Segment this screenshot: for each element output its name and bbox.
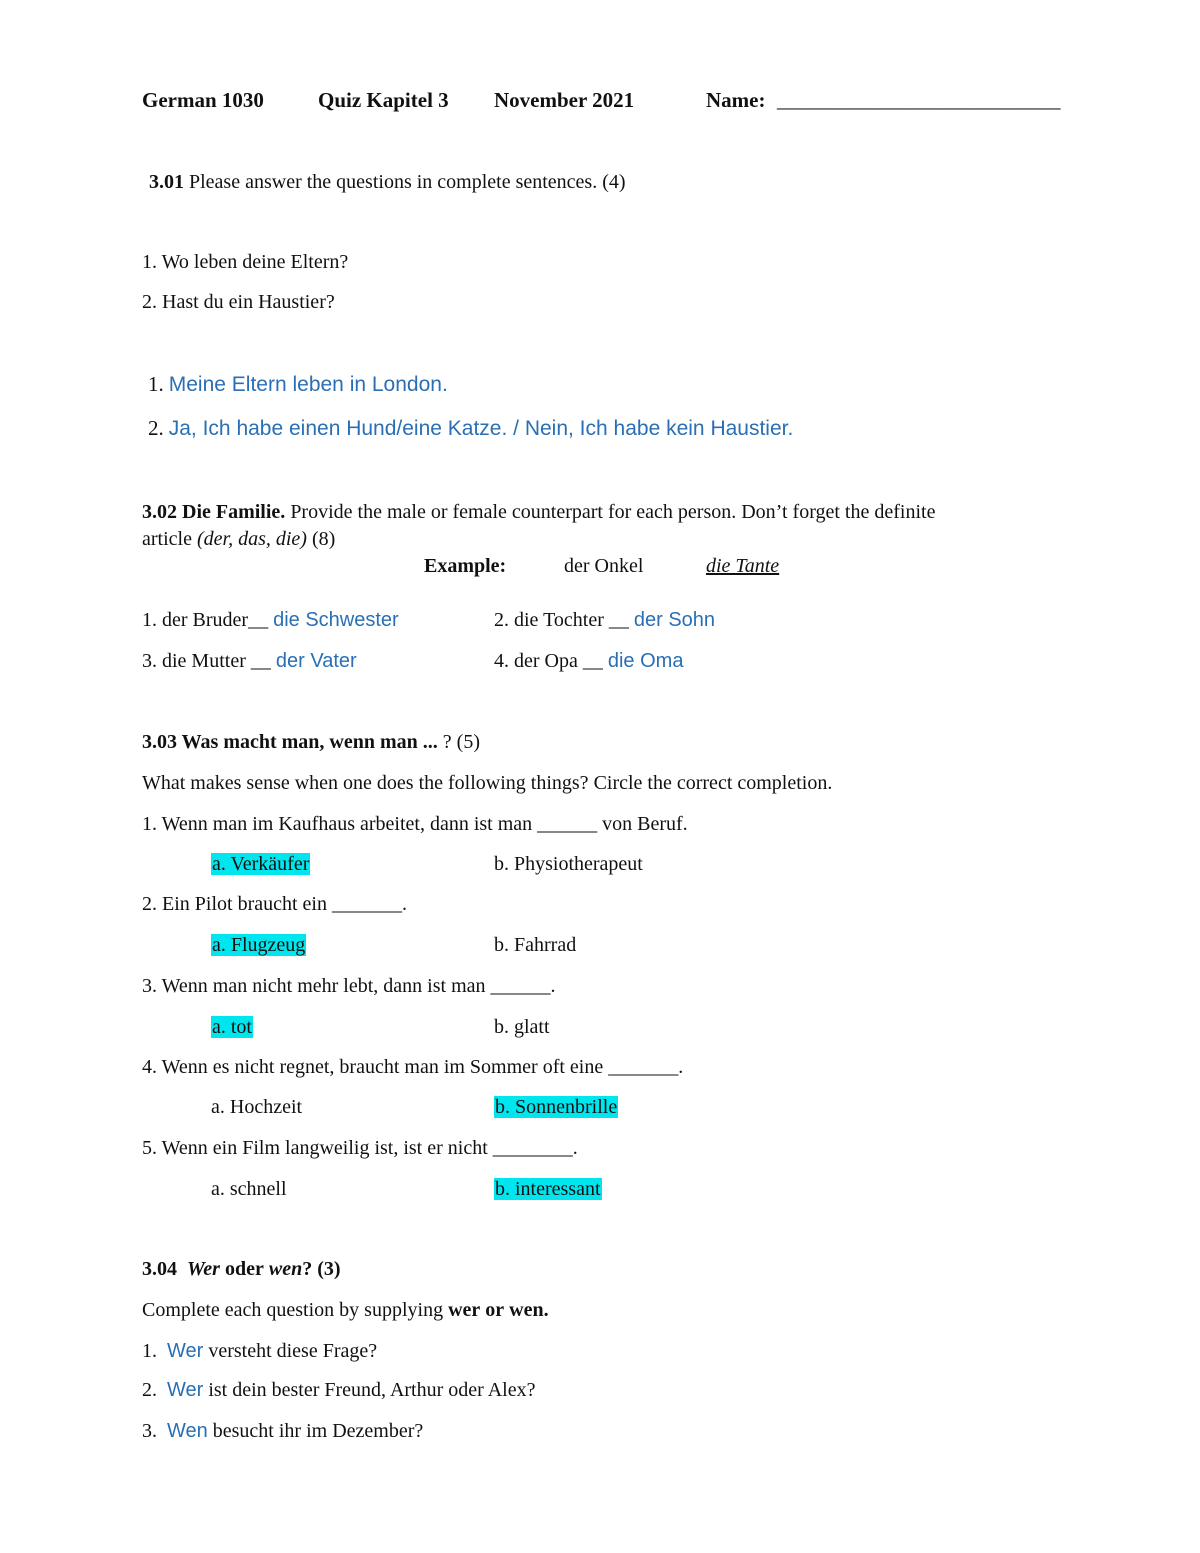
item-text: ist dein bester Freund, Arthur oder Alex? <box>208 1379 536 1401</box>
item-answer: Wen <box>167 1420 208 1442</box>
article-list: (der, das, die) <box>196 528 307 550</box>
mc-question-5: 5. Wenn ein Film langweilig ist, ist er nicht ________. <box>142 1137 578 1159</box>
section-instruction: Provide the male or female counterpart for each person. Don’t forget the definite <box>290 501 936 523</box>
section-3-02-heading-line2 <box>142 527 335 551</box>
example-answer-text: die Tante <box>706 555 780 577</box>
mc-option-a[interactable] <box>211 1015 253 1039</box>
answer-number: 1. <box>148 372 164 396</box>
mc-option-a[interactable]: a. schnell <box>211 1178 287 1200</box>
item-text: versteht diese Frage? <box>208 1340 378 1362</box>
mc-option-text: a. tot <box>212 1016 252 1038</box>
item-text: besucht ihr im Dezember? <box>212 1420 424 1442</box>
course-label: German 1030 <box>142 88 264 112</box>
mc-option-text: b. interessant <box>495 1178 601 1200</box>
mc-question-1: 1. Wenn man im Kaufhaus arbeitet, dann ist man ______ von Beruf. <box>142 813 688 835</box>
mc-option-text: b. Sonnenbrille <box>495 1096 618 1118</box>
family-item-4 <box>494 649 683 673</box>
item-answer: Wer <box>167 1379 204 1401</box>
section-instruction: Please answer the questions in complete sentences. (4) <box>189 171 626 193</box>
example-given: der Onkel <box>564 555 644 577</box>
section-instruction: What makes sense when one does the following things? Circle the correct completion. <box>142 772 833 794</box>
quiz-header <box>0 88 1200 116</box>
quiz-date: November 2021 <box>494 88 635 112</box>
family-item-3 <box>142 649 357 673</box>
section-3-01-heading <box>149 170 626 194</box>
section-instruction <box>142 1298 549 1322</box>
wer-wen-item-3 <box>142 1419 423 1443</box>
family-prompt: 4. der Opa __ <box>494 650 603 672</box>
question-2: 2. Hast du ein Haustier? <box>142 291 335 313</box>
example-label <box>424 554 506 578</box>
mc-question-3: 3. Wenn man nicht mehr lebt, dann ist man ______. <box>142 975 556 997</box>
section-number: 3.04 <box>142 1258 177 1280</box>
example-answer <box>706 554 779 578</box>
family-answer: die Schwester <box>273 609 399 631</box>
family-prompt: 1. der Bruder__ <box>142 609 269 631</box>
wer-word: Wer <box>187 1258 220 1280</box>
mc-option-text: a. Verkäufer <box>212 853 310 875</box>
section-points: ? (5) <box>442 731 480 753</box>
wen-word: wen <box>268 1258 303 1280</box>
oder-word: oder <box>224 1258 264 1280</box>
item-number: 1. <box>142 1340 157 1362</box>
section-3-03-heading <box>142 730 480 754</box>
mc-option-text: a. Flugzeug <box>212 934 306 956</box>
mc-option-b[interactable]: b. glatt <box>494 1016 550 1038</box>
instruction-continued: article <box>142 528 192 550</box>
mc-option-a[interactable]: a. Hochzeit <box>211 1096 303 1118</box>
mc-option-a[interactable] <box>211 852 310 876</box>
instruction-or: or <box>485 1299 505 1321</box>
answer-text: Meine Eltern leben in London. <box>168 373 448 396</box>
section-title: 3.02 Die Familie. <box>142 501 286 523</box>
question-1: 1. Wo leben deine Eltern? <box>142 251 349 273</box>
answer-text: Ja, Ich habe einen Hund/eine Katze. / Nein, Ich habe kein Haustier. <box>168 417 794 440</box>
name-blank: ___________________________ <box>777 88 1061 112</box>
family-prompt: 2. die Tochter __ <box>494 609 629 631</box>
section-3-02-heading <box>142 500 935 524</box>
answer-number: 2. <box>148 416 164 440</box>
item-number: 2. <box>142 1379 157 1401</box>
item-number: 3. <box>142 1420 157 1442</box>
quiz-title: Quiz Kapitel 3 <box>318 88 449 112</box>
family-prompt: 3. die Mutter __ <box>142 650 271 672</box>
mc-option-b[interactable]: b. Physiotherapeut <box>494 853 643 875</box>
section-3-04-heading <box>142 1257 341 1281</box>
section-points: (8) <box>311 528 336 550</box>
mc-option-b[interactable]: b. Fahrrad <box>494 934 577 956</box>
wer-wen-item-2 <box>142 1378 535 1402</box>
example-label-text: Example: <box>424 555 507 577</box>
mc-question-2: 2. Ein Pilot braucht ein _______. <box>142 893 407 915</box>
section-title: 3.03 Was macht man, wenn man ... <box>142 731 438 753</box>
family-item-1 <box>142 608 399 632</box>
family-item-2 <box>494 608 715 632</box>
instruction-text: Complete each question by supplying <box>142 1299 444 1321</box>
item-answer: Wer <box>167 1340 204 1362</box>
instruction-wen: wen. <box>509 1299 549 1321</box>
family-answer: der Vater <box>275 650 357 672</box>
mc-option-b[interactable] <box>494 1177 602 1201</box>
answer-1 <box>148 372 448 397</box>
instruction-wer: wer <box>448 1299 481 1321</box>
family-answer: die Oma <box>607 650 684 672</box>
family-answer: der Sohn <box>633 609 716 631</box>
mc-option-a[interactable] <box>211 933 306 957</box>
mc-option-b[interactable] <box>494 1095 618 1119</box>
mc-question-4: 4. Wenn es nicht regnet, braucht man im Sommer oft eine _______. <box>142 1056 684 1078</box>
answer-2 <box>148 416 793 441</box>
section-number: 3.01 <box>149 171 184 193</box>
section-points: ? (3) <box>302 1258 341 1280</box>
name-label: Name: <box>706 88 766 112</box>
wer-wen-item-1 <box>142 1339 377 1363</box>
